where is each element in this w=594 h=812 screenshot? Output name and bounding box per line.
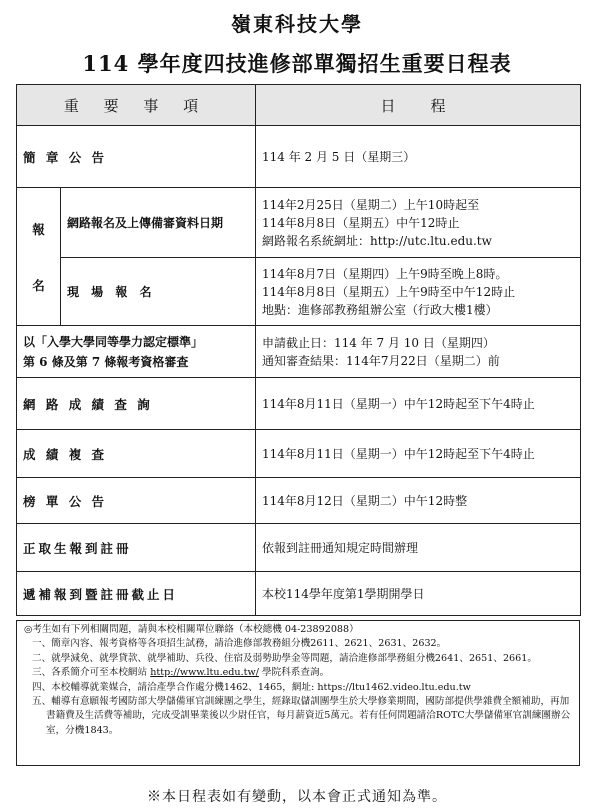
note-item: 五、輔導有意願報考國防部大學儲備軍官訓練團之學生，經錄取儲訓團學生於大學修業期間，國防部提供學雜費全額補助，再加書籍費及生活費等補助，完成受訓畢業後以少尉任官，每月薪資近5萬元。若有任何問題請洽ROTC大學儲備軍官訓練團辦公室，分機1843。 [32,696,571,736]
website-link[interactable]: http://www.ltu.edu.tw/ [150,667,259,679]
registration-label [17,188,61,326]
header-date: 日 程 [256,85,581,126]
note-text: 學院科系查詢。 [258,667,330,679]
date-line: 114年2月25日（星期二）上午10時起至 [262,197,480,212]
row-date [256,326,581,378]
date-line: 本校114學年度第1學期開學日 [262,586,425,601]
registration-char: 報 [32,221,45,237]
table-row [17,572,581,616]
note-item: 一、簡章內容、報考資格等各項招生試務，請洽進修部教務組分機2611、2621、2631、2632。 [32,638,447,650]
table-row [17,188,581,258]
row-item: 簡 章 公 告 [17,126,256,188]
table-row [17,524,581,572]
date-line: 114年8月8日（星期五）上午9時至中午12時止 [262,284,516,299]
row-date [256,524,581,572]
page-title: 114 學年度四技進修部單獨招生重要日程表 [82,51,512,76]
item-line: 第 6 條及第 7 條報考資格審查 [23,354,189,369]
school-name: 嶺東科技大學 [231,12,363,36]
date-line: 114年8月12日（星期二）中午12時整 [262,493,468,508]
note-item [24,666,572,680]
row-item [17,326,256,378]
row-item: 正取生報到註冊 [17,524,256,572]
row-date [256,126,581,188]
date-line: 114年8月7日（星期四）上午9時至晚上8時。 [262,266,508,281]
table-row [17,478,581,524]
date-line: 114 年 2 月 5 日（星期三） [262,149,416,164]
table-row [17,258,581,326]
row-item: 現 場 報 名 [61,258,256,326]
table-row [17,326,581,378]
row-date [256,430,581,478]
note-item: 二、就學減免、就學貸款、就學補助、兵役、住宿及弱勢助學金等問題，請洽進修部學務組分機2641、2651、2661。 [32,652,537,664]
row-date [256,258,581,326]
date-line: 申請截止日：114 年 7 月 10 日（星期四） [262,335,495,350]
date-line: 114年8月8日（星期五）中午12時止 [262,215,460,230]
row-item: 網路報名及上傳備審資料日期 [61,188,256,258]
date-line: 依報到註冊通知規定時間辦理 [262,540,419,555]
date-line: 114年8月11日（星期一）中午12時起至下午4時止 [262,396,535,411]
row-item: 榜 單 公 告 [17,478,256,524]
schedule-table [16,84,581,616]
table-row [17,126,581,188]
registration-char: 名 [32,277,45,293]
table-row [17,430,581,478]
date-line: 網路報名系統網址：http://utc.ltu.edu.tw [262,233,492,248]
row-item: 網 路 成 績 查 詢 [17,378,256,430]
row-date [256,478,581,524]
note-item: 四、本校輔導就業媒合，請洽產學合作處分機1462、1465，網址: https://ltu1462.video.ltu.edu.tw [32,681,471,693]
date-line: 114年8月11日（星期一）中午12時起至下午4時止 [262,446,535,461]
row-date [256,378,581,430]
row-date [256,188,581,258]
row-date [256,572,581,616]
table-row [17,378,581,430]
item-line: 以「入學大學同等學力認定標準」 [23,334,204,349]
header-item: 重 要 事 項 [17,85,256,126]
row-item: 遞補報到暨註冊截止日 [17,572,256,616]
notes-intro: ◎考生如有下列相關問題，請與本校相關單位聯絡（本校總機 04-23892088） [24,624,359,635]
table-header-row [17,85,581,126]
footer-note: ※本日程表如有變動，以本會正式通知為準。 [147,789,447,805]
notes-box [16,620,580,766]
row-item: 成 績 複 查 [17,430,256,478]
date-line: 通知審查結果：114年7月22日（星期二）前 [262,353,500,368]
date-line: 地點：進修部教務組辦公室（行政大樓1樓） [262,302,498,317]
note-text: 三、各系簡介可至本校網站 [32,667,151,679]
